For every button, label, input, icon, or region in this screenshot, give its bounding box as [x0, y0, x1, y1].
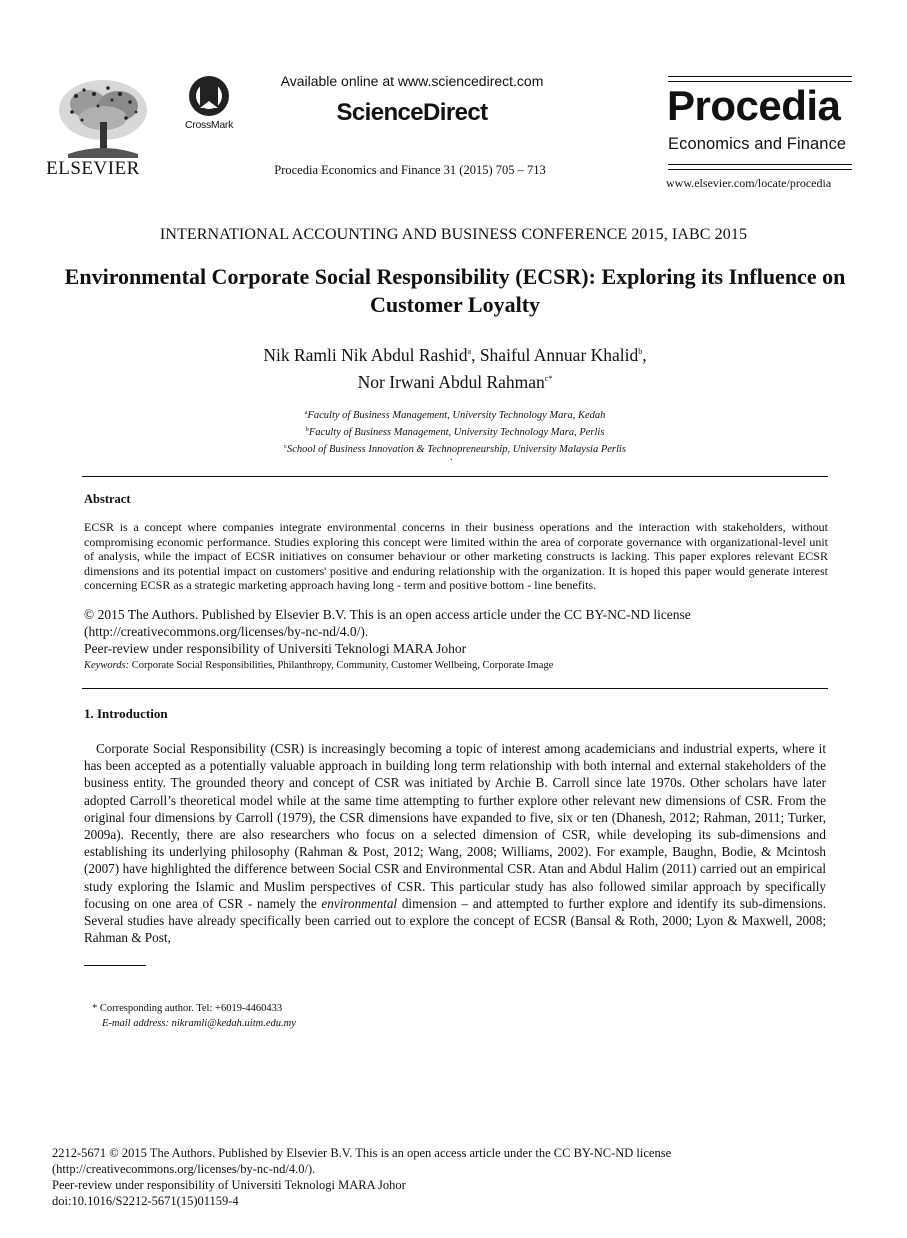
issn-copyright: 2212-5671 © 2015 The Authors. Published by Elsevier B.V. This is an open access article under the CC BY-NC-ND license — [52, 1146, 672, 1160]
affiliation-list — [100, 406, 810, 457]
author-list: Nik Ramli Nik Abdul Rashid$^a$, Shaiful Annuar Khalid$^b$, Nor Irwani Abdul Rahman$^{c*}$ — [263, 345, 647, 392]
journal-brand-rule-bottom — [668, 164, 852, 170]
abstract-heading: Abstract — [84, 492, 131, 506]
author-affil-mark: b — [638, 347, 643, 356]
conference-name: INTERNATIONAL ACCOUNTING AND BUSINESS CONFERENCE 2015, IABC 2015 — [159, 226, 748, 243]
corresponding-author: * Corresponding author. Tel: +6019-4460433 — [92, 1003, 283, 1014]
journal-url-link[interactable]: www.elsevier.com/locate/procedia — [666, 176, 832, 190]
peer-review-line: Peer-review under responsibility of Universiti Teknologi MARA Johor — [52, 1178, 406, 1192]
author-name: Nik Ramli Nik Abdul Rashid — [263, 345, 468, 365]
intro-paragraph: Corporate Social Responsibility (CSR) is increasingly becoming a topic of interest among academicians and industrial experts, where it has been accepted as a potentially valuable approach in building long term relationship with both internal and external stakeholders of the business entity. The grounded theory and concept of CSR was initiated by Archie B. Carroll since late 1970s. Other scholars have later adopted Carroll’s theoretical model while at the same time attempting to further explore other relevant new dimensions of CSR. From the original four dimensions by Carroll (1979), the CSR dimensions have expanded to five, six or ten (Dhanesh, 2012; Rahman, 2011; Turker, 2009a). Recently, there are also researchers who focus on a selected dimension of CSR, while developing its sub-dimensions and establishing its underlying philosophy (Rahman & Post, 2012; Wang, 2008; Williams, 2002). For example, Baughn, Bodie, & Mcintosh (2007) have highlighted the difference between Social CSR and Environmental CSR. Atan and Abdul Halim (2011) carried out an empirical study exploring the Islamic and Muslim perspectives of CSR. This particular study has also followed similar approach by specifically focusing on one area of CSR - namely the environmental dimension – and attempted to further explore and identify its sub-dimensions. Several studies have already specifically been carried out to explore the concept of ECSR (Bansal & Roth, 2000; Lyon & Maxwell, 2008; Rahman & Post, — [84, 741, 826, 946]
peer-review-line: Peer-review under responsibility of Universiti Teknologi MARA Johor — [84, 641, 467, 656]
divider — [82, 476, 828, 477]
publisher-logo-text: ELSEVIER — [46, 158, 140, 179]
author-affil-mark: a — [467, 347, 472, 356]
affiliation: $^b$Faculty of Business Management, University Technology Mara, Perlis — [305, 426, 605, 438]
license-link[interactable]: (http://creativecommons.org/licenses/by-nc-nd/4.0/). — [84, 624, 369, 639]
keywords-text: Corporate Social Responsibilities, Philanthropy, Community, Customer Wellbeing, Corporate Image — [131, 660, 554, 671]
journal-brand-logo: Procedia — [667, 82, 841, 129]
available-online-text: Available online at www.sciencedirect.com — [280, 73, 544, 89]
affiliation: $^a$Faculty of Business Management, University Technology Mara, Kedah — [304, 409, 606, 421]
sciencedirect-logo-text: ScienceDirect — [336, 99, 488, 126]
divider — [82, 688, 828, 689]
footnote — [92, 1001, 296, 1031]
footnote-rule — [84, 965, 146, 966]
license-link[interactable]: (http://creativecommons.org/licenses/by-nc-nd/4.0/). — [52, 1162, 316, 1176]
journal-brand-subtitle: Economics and Finance — [668, 135, 847, 153]
abstract-text: ECSR is a concept where companies integrate environmental concerns in their business operations and the interaction with stakeholders, without compromising economic performance. Studies exploring this concept were limited within the area of corporate governance with organizational-level unit of analysis, while the impact of ECSR initiatives on consumer behaviour or other marketing constructs is lacking. This paper explores relevant ECSR dimensions and its potential impact on customers' positive and enduring relationship with the organization. It is hoped this paper would generate interest concerning ECSR as a strategic marketing approach having long - term and positive bottom - line benefits. — [84, 520, 828, 593]
keywords-label: Keywords: — [84, 660, 130, 671]
license-line: © 2015 The Authors. Published by Elsevier B.V. This is an open access article under the CC BY-NC-ND license — [84, 607, 691, 622]
copyright-footer — [52, 1145, 852, 1209]
journal-reference: Procedia Economics and Finance 31 (2015) 705 – 713 — [274, 163, 546, 177]
email-address[interactable]: E-mail address: nikramli@kedah.uitm.edu.my — [102, 1018, 296, 1029]
doi[interactable]: doi:10.1016/S2212-5671(15)01159-4 — [52, 1194, 239, 1208]
author-name: Nor Irwani Abdul Rahman — [357, 372, 545, 392]
keywords — [84, 660, 828, 671]
stray-dot: . — [450, 452, 453, 463]
section-heading: 1. Introduction — [84, 706, 168, 721]
affiliation: $^c$School of Business Innovation & Technopreneurship, University Malaysia Perlis — [284, 443, 626, 455]
crossmark-label: CrossMark — [184, 119, 234, 131]
author-affil-mark: c* — [544, 374, 553, 383]
license-block — [84, 606, 828, 657]
paper-title: Environmental Corporate Social Responsibility (ECSR): Exploring its Influence on Customer Loyalty — [64, 264, 846, 317]
author-name: Shaiful Annuar Khalid — [479, 345, 639, 365]
